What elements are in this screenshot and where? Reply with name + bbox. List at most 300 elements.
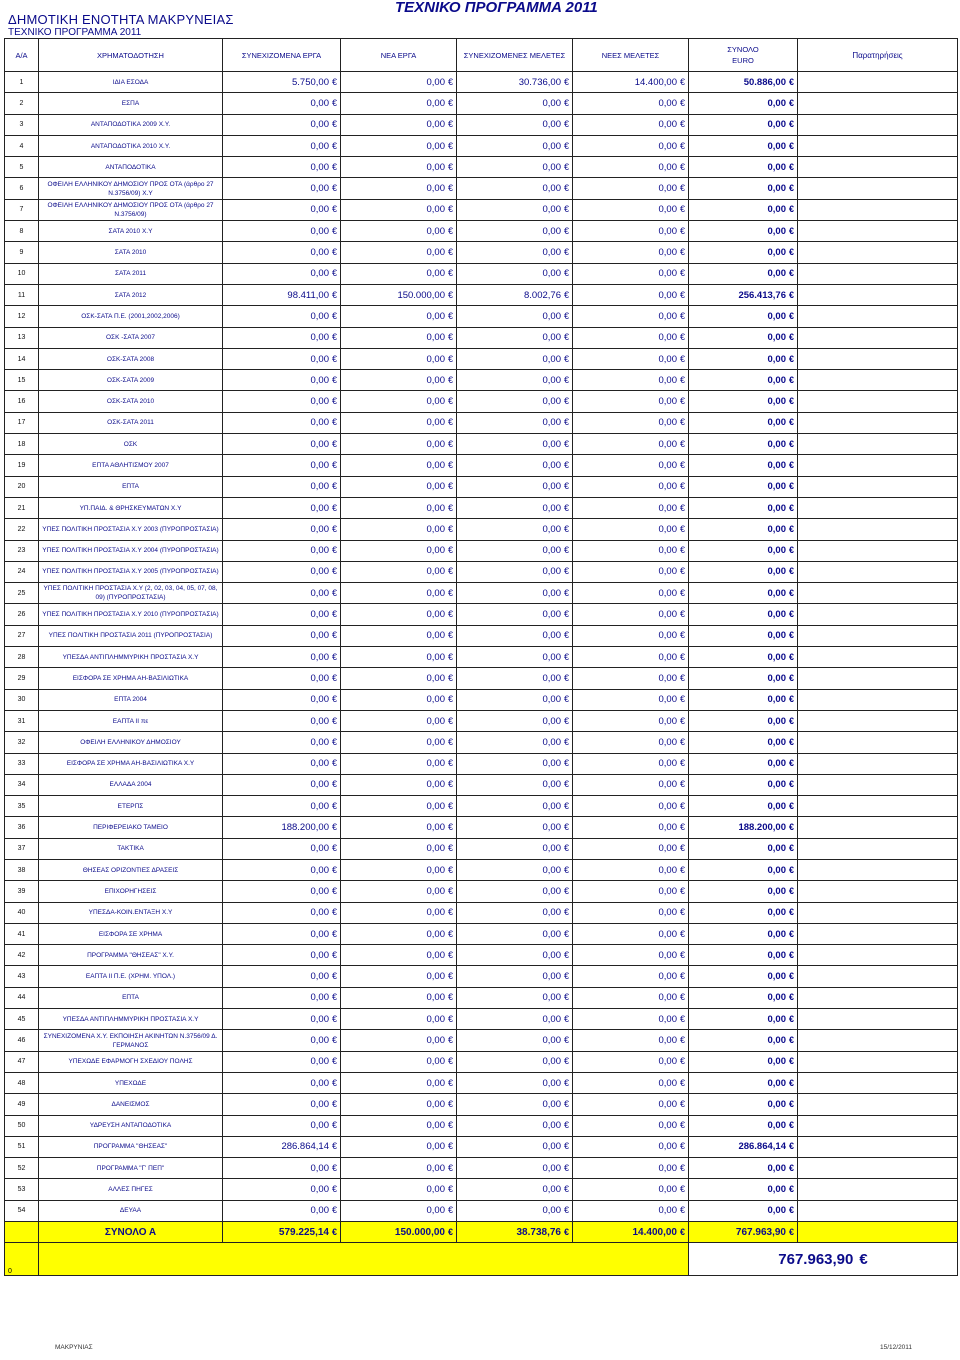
amount-value: 0,00 bbox=[767, 609, 786, 621]
row-number: 10 bbox=[5, 263, 39, 284]
row-total-cell bbox=[689, 114, 798, 135]
euro-symbol: € bbox=[679, 459, 685, 470]
euro-symbol: € bbox=[331, 907, 337, 918]
amount-value: 0,00 bbox=[658, 353, 677, 365]
euro-symbol: € bbox=[788, 907, 794, 918]
funding-source: ΥΠΕΣ ΠΟΛΙΤΙΚΗ ΠΡΟΣΤΑΣΙΑ Χ.Υ (2, 02, 03, 04, 05, 07, 08, 09) (ΠΥΡΟΠΡΟΣΤΑΣΙΑ) bbox=[39, 583, 223, 604]
amount-cell bbox=[223, 72, 341, 93]
table-row bbox=[5, 604, 958, 625]
amount-cell bbox=[341, 93, 457, 114]
amount-value: 0,00 bbox=[658, 822, 677, 834]
amount-cell bbox=[223, 604, 341, 625]
remarks-cell bbox=[798, 114, 958, 135]
amount-cell bbox=[341, 157, 457, 178]
row-number: 20 bbox=[5, 476, 39, 497]
remarks-cell bbox=[798, 455, 958, 476]
euro-symbol: € bbox=[331, 396, 337, 407]
funding-source: ΥΠΕΣ ΠΟΛΙΤΙΚΗ ΠΡΟΣΤΑΣΙΑ Χ.Υ 2010 (ΠΥΡΟΠΡΟΣΤΑΣΙΑ) bbox=[39, 604, 223, 625]
remarks-cell bbox=[798, 838, 958, 859]
amount-cell bbox=[223, 306, 341, 327]
row-total-cell bbox=[689, 221, 798, 242]
funding-source: ΟΦΕΙΛΗ ΕΛΛΗΝΙΚΟΥ ΔΗΜΟΣΙΟΥ bbox=[39, 732, 223, 753]
row-number: 36 bbox=[5, 817, 39, 838]
amount-cell bbox=[341, 561, 457, 582]
amount-value: 0,00 bbox=[542, 1141, 561, 1153]
euro-symbol: € bbox=[788, 822, 794, 833]
amount-value: 0,00 bbox=[310, 119, 329, 131]
euro-symbol: € bbox=[679, 225, 685, 236]
amount-cell bbox=[341, 284, 457, 305]
row-total-cell bbox=[689, 72, 798, 93]
euro-symbol: € bbox=[331, 736, 337, 747]
amount-cell bbox=[223, 774, 341, 795]
amount-value: 0,00 bbox=[542, 140, 561, 152]
euro-symbol: € bbox=[563, 225, 569, 236]
amount-cell bbox=[223, 1136, 341, 1157]
amount-cell bbox=[341, 1179, 457, 1200]
row-number: 11 bbox=[5, 284, 39, 305]
amount-value: 0,00 bbox=[767, 672, 786, 684]
row-total-cell bbox=[689, 157, 798, 178]
euro-symbol: € bbox=[447, 672, 453, 683]
amount-cell bbox=[223, 135, 341, 156]
table-row bbox=[5, 157, 958, 178]
amount-value: 0,00 bbox=[310, 1120, 329, 1132]
row-total-cell bbox=[689, 434, 798, 455]
amount-cell bbox=[573, 412, 689, 433]
amount-value: 0,00 bbox=[426, 928, 445, 940]
euro-symbol: € bbox=[788, 417, 794, 428]
euro-symbol: € bbox=[331, 758, 337, 769]
euro-symbol: € bbox=[447, 438, 453, 449]
remarks-cell bbox=[798, 668, 958, 689]
amount-cell bbox=[223, 455, 341, 476]
amount-value: 0,00 bbox=[426, 332, 445, 344]
funding-source: ΥΠΕΧΩΔΕ bbox=[39, 1072, 223, 1093]
amount-value: 0,00 bbox=[426, 758, 445, 770]
amount-cell bbox=[457, 284, 573, 305]
amount-cell bbox=[341, 838, 457, 859]
amount-cell bbox=[223, 647, 341, 668]
euro-symbol: € bbox=[679, 928, 685, 939]
amount-value: 0,00 bbox=[426, 651, 445, 663]
remarks-cell bbox=[798, 1072, 958, 1093]
amount-value: 0,00 bbox=[426, 161, 445, 173]
remarks-cell bbox=[798, 1179, 958, 1200]
amount-value: 0,00 bbox=[426, 1205, 445, 1217]
table-row bbox=[5, 178, 958, 199]
amount-cell bbox=[573, 221, 689, 242]
row-number: 13 bbox=[5, 327, 39, 348]
euro-symbol: € bbox=[331, 928, 337, 939]
funding-source: ΑΝΤΑΠΟΔΟΤΙΚΑ 2009 Χ.Υ. bbox=[39, 114, 223, 135]
euro-symbol: € bbox=[447, 1184, 453, 1195]
remarks-cell bbox=[798, 306, 958, 327]
euro-symbol: € bbox=[447, 1077, 453, 1088]
row-total-cell bbox=[689, 476, 798, 497]
euro-symbol: € bbox=[447, 885, 453, 896]
amount-value: 0,00 bbox=[542, 651, 561, 663]
euro-symbol: € bbox=[563, 630, 569, 641]
amount-cell bbox=[341, 689, 457, 710]
euro-symbol: € bbox=[788, 630, 794, 641]
row-total-cell bbox=[689, 93, 798, 114]
amount-cell bbox=[223, 412, 341, 433]
euro-symbol: € bbox=[563, 885, 569, 896]
euro-symbol: € bbox=[331, 204, 337, 215]
row-number: 40 bbox=[5, 902, 39, 923]
euro-symbol: € bbox=[679, 800, 685, 811]
euro-symbol: € bbox=[447, 715, 453, 726]
funding-source: ΤΑΚΤΙΚΑ bbox=[39, 838, 223, 859]
row-total-cell bbox=[689, 583, 798, 604]
euro-symbol: € bbox=[447, 822, 453, 833]
amount-value: 0,00 bbox=[767, 1056, 786, 1068]
euro-symbol: € bbox=[331, 885, 337, 896]
amount-cell bbox=[457, 497, 573, 518]
row-total-cell bbox=[689, 817, 798, 838]
table-row bbox=[5, 710, 958, 731]
amount-value: 0,00 bbox=[542, 1120, 561, 1132]
amount-cell bbox=[223, 881, 341, 902]
amount-value: 0,00 bbox=[658, 587, 677, 599]
euro-symbol: € bbox=[679, 1205, 685, 1216]
euro-symbol: € bbox=[331, 694, 337, 705]
amount-value: 0,00 bbox=[426, 140, 445, 152]
amount-value: 0,00 bbox=[542, 907, 561, 919]
amount-value: 0,00 bbox=[426, 864, 445, 876]
amount-cell bbox=[573, 583, 689, 604]
amount-cell bbox=[341, 902, 457, 923]
amount-cell bbox=[341, 327, 457, 348]
amount-value: 0,00 bbox=[310, 651, 329, 663]
amount-value: 188.200,00 bbox=[281, 822, 329, 834]
euro-symbol: € bbox=[788, 459, 794, 470]
row-total-cell bbox=[689, 859, 798, 880]
euro-symbol: € bbox=[331, 374, 337, 385]
amount-value: 0,00 bbox=[542, 736, 561, 748]
funding-source: ΙΔΙΑ ΕΣΟΔΑ bbox=[39, 72, 223, 93]
euro-symbol: € bbox=[679, 1013, 685, 1024]
amount-value: 0,00 bbox=[426, 523, 445, 535]
amount-cell bbox=[573, 1051, 689, 1072]
euro-symbol: € bbox=[331, 800, 337, 811]
amount-cell bbox=[457, 945, 573, 966]
row-number: 21 bbox=[5, 497, 39, 518]
amount-value: 0,00 bbox=[310, 800, 329, 812]
funding-source: ΕΠΤΑ bbox=[39, 987, 223, 1008]
euro-symbol: € bbox=[563, 1013, 569, 1024]
funding-source: ΥΠΕΣΔΑ ΑΝΤΙΠΛΗΜΜΥΡΙΚΗ ΠΡΟΣΤΑΣΙΑ Χ.Υ bbox=[39, 647, 223, 668]
funding-source: ΥΠ.ΠΑΙΔ. & ΘΡΗΣΚΕΥΜΑΤΩΝ Χ.Υ bbox=[39, 497, 223, 518]
amount-value: 0,00 bbox=[426, 353, 445, 365]
amount-value: 0,00 bbox=[310, 566, 329, 578]
amount-value: 0,00 bbox=[310, 353, 329, 365]
row-number: 43 bbox=[5, 966, 39, 987]
funding-source: ΟΣΚ-ΣΑΤΑ Π.Ε. (2001,2002,2006) bbox=[39, 306, 223, 327]
amount-cell bbox=[341, 1094, 457, 1115]
amount-value: 0,00 bbox=[767, 183, 786, 195]
amount-value: 0,00 bbox=[542, 609, 561, 621]
amount-value: 0,00 bbox=[658, 928, 677, 940]
funding-source: ΑΛΛΕΣ ΠΗΓΕΣ bbox=[39, 1179, 223, 1200]
amount-cell bbox=[573, 1115, 689, 1136]
amount-value: 0,00 bbox=[658, 949, 677, 961]
euro-symbol: € bbox=[679, 864, 685, 875]
amount-cell bbox=[223, 519, 341, 540]
amount-value: 0,00 bbox=[767, 907, 786, 919]
amount-value: 0,00 bbox=[310, 736, 329, 748]
euro-symbol: € bbox=[788, 204, 794, 215]
funding-source: ΣΥΝΕΧΙΖΟΜΕΝΑ Χ.Υ. ΕΚΠΟΙΗΣΗ ΑΚΙΝΗΤΩΝ Ν.3756/09 Δ. ΓΕΡΜΑΝΟΣ bbox=[39, 1030, 223, 1051]
row-total-cell bbox=[689, 370, 798, 391]
amount-cell bbox=[457, 135, 573, 156]
amount-value: 0,00 bbox=[426, 481, 445, 493]
row-number: 34 bbox=[5, 774, 39, 795]
euro-symbol: € bbox=[679, 119, 685, 130]
euro-symbol: € bbox=[563, 928, 569, 939]
amount-cell bbox=[341, 412, 457, 433]
amount-cell bbox=[341, 647, 457, 668]
row-total-cell bbox=[689, 412, 798, 433]
row-total-cell bbox=[689, 945, 798, 966]
euro-symbol: € bbox=[447, 119, 453, 130]
euro-symbol: € bbox=[563, 161, 569, 172]
amount-cell bbox=[573, 881, 689, 902]
row-number: 6 bbox=[5, 178, 39, 199]
euro-symbol: € bbox=[788, 119, 794, 130]
euro-symbol: € bbox=[679, 1226, 685, 1237]
euro-symbol: € bbox=[447, 949, 453, 960]
amount-value: 0,00 bbox=[658, 481, 677, 493]
row-number: 37 bbox=[5, 838, 39, 859]
amount-value: 0,00 bbox=[767, 758, 786, 770]
table-row bbox=[5, 242, 958, 263]
euro-symbol: € bbox=[563, 310, 569, 321]
table-row bbox=[5, 561, 958, 582]
amount-cell bbox=[223, 1009, 341, 1030]
amount-cell bbox=[341, 1200, 457, 1221]
euro-symbol: € bbox=[679, 1120, 685, 1131]
grand-total-value bbox=[689, 1243, 958, 1276]
row-number: 26 bbox=[5, 604, 39, 625]
euro-symbol: € bbox=[788, 1056, 794, 1067]
row-number: 53 bbox=[5, 1179, 39, 1200]
amount-value: 0,00 bbox=[767, 864, 786, 876]
amount-value: 0,00 bbox=[310, 310, 329, 322]
euro-symbol: € bbox=[788, 992, 794, 1003]
euro-symbol: € bbox=[447, 694, 453, 705]
amount-cell bbox=[573, 732, 689, 753]
amount-cell bbox=[457, 114, 573, 135]
euro-symbol: € bbox=[331, 310, 337, 321]
euro-symbol: € bbox=[563, 481, 569, 492]
euro-symbol: € bbox=[563, 183, 569, 194]
euro-symbol: € bbox=[447, 992, 453, 1003]
funding-source: ΣΑΤΑ 2010 Χ.Υ bbox=[39, 221, 223, 242]
row-total-cell bbox=[689, 519, 798, 540]
amount-value: 0,00 bbox=[767, 1120, 786, 1132]
euro-symbol: € bbox=[563, 779, 569, 790]
amount-cell bbox=[223, 987, 341, 1008]
funding-source: ΟΣΚ-ΣΑΤΑ 2009 bbox=[39, 370, 223, 391]
table-row bbox=[5, 327, 958, 348]
amount-cell bbox=[457, 1179, 573, 1200]
amount-cell bbox=[573, 157, 689, 178]
euro-symbol: € bbox=[563, 97, 569, 108]
remarks-cell bbox=[798, 412, 958, 433]
row-total-cell bbox=[689, 668, 798, 689]
funding-source: ΥΠΕΣ ΠΟΛΙΤΙΚΗ ΠΡΟΣΤΑΣΙΑ Χ.Υ 2005 (ΠΥΡΟΠΡΟΣΤΑΣΙΑ) bbox=[39, 561, 223, 582]
amount-value: 0,00 bbox=[658, 1120, 677, 1132]
table-row bbox=[5, 881, 958, 902]
amount-value: 0,00 bbox=[426, 1162, 445, 1174]
euro-symbol: € bbox=[447, 310, 453, 321]
row-number: 28 bbox=[5, 647, 39, 668]
organization-title: ΔΗΜΟΤΙΚΗ ΕΝΟΤΗΤΑ ΜΑΚΡΥΝΕΙΑΣ bbox=[8, 12, 234, 27]
amount-value: 0,00 bbox=[767, 1013, 786, 1025]
euro-symbol: € bbox=[447, 204, 453, 215]
amount-cell bbox=[341, 540, 457, 561]
euro-symbol: € bbox=[331, 992, 337, 1003]
euro-symbol: € bbox=[563, 247, 569, 258]
table-row bbox=[5, 923, 958, 944]
row-total-cell bbox=[689, 1200, 798, 1221]
remarks-cell bbox=[798, 434, 958, 455]
amount-cell bbox=[223, 945, 341, 966]
amount-value: 0,00 bbox=[767, 417, 786, 429]
summary-value bbox=[457, 1222, 573, 1243]
euro-symbol: € bbox=[563, 1141, 569, 1152]
euro-symbol: € bbox=[447, 353, 453, 364]
row-number: 18 bbox=[5, 434, 39, 455]
remarks-cell bbox=[798, 753, 958, 774]
funding-source: ΠΡΟΓΡΑΜΜΑ "Γ' ΠΕΠ" bbox=[39, 1158, 223, 1179]
euro-symbol: € bbox=[679, 949, 685, 960]
euro-symbol: € bbox=[331, 822, 337, 833]
funding-source: ΕΠΤΑ ΑΘΛΗΤΙΣΜΟΥ 2007 bbox=[39, 455, 223, 476]
euro-symbol: € bbox=[788, 1226, 794, 1237]
amount-value: 0,00 bbox=[542, 715, 561, 727]
summary-amount: 579.225,14 bbox=[278, 1226, 329, 1238]
amount-cell bbox=[223, 710, 341, 731]
euro-symbol: € bbox=[331, 715, 337, 726]
euro-symbol: € bbox=[679, 353, 685, 364]
amount-value: 0,00 bbox=[767, 992, 786, 1004]
amount-cell bbox=[573, 604, 689, 625]
row-total-cell bbox=[689, 625, 798, 646]
euro-symbol: € bbox=[447, 1098, 453, 1109]
amount-value: 0,00 bbox=[767, 971, 786, 983]
column-header-continuing-studies: ΣΥΝΕΧΙΖΟΜΕΝΕΣ ΜΕΛΕΤΕΣ bbox=[457, 39, 573, 72]
amount-cell bbox=[223, 732, 341, 753]
table-row bbox=[5, 1094, 958, 1115]
footer-municipality: ΜΑΚΡΥΝΙΑΣ bbox=[55, 1344, 93, 1351]
amount-cell bbox=[457, 753, 573, 774]
amount-cell bbox=[223, 668, 341, 689]
amount-value: 0,00 bbox=[542, 481, 561, 493]
euro-symbol: € bbox=[788, 779, 794, 790]
row-number: 1 bbox=[5, 72, 39, 93]
amount-value: 0,00 bbox=[310, 247, 329, 259]
row-total-cell bbox=[689, 689, 798, 710]
amount-value: 0,00 bbox=[542, 119, 561, 131]
funding-source: ΣΑΤΑ 2012 bbox=[39, 284, 223, 305]
funding-source: ΕΤΕΡΠΣ bbox=[39, 796, 223, 817]
remarks-cell bbox=[798, 242, 958, 263]
funding-source: ΕΛΛΑΔΑ 2004 bbox=[39, 774, 223, 795]
amount-cell bbox=[223, 966, 341, 987]
amount-value: 0,00 bbox=[658, 864, 677, 876]
euro-symbol: € bbox=[788, 971, 794, 982]
amount-value: 0,00 bbox=[658, 225, 677, 237]
table-row bbox=[5, 647, 958, 668]
euro-symbol: € bbox=[563, 949, 569, 960]
euro-symbol: € bbox=[447, 481, 453, 492]
amount-cell bbox=[223, 178, 341, 199]
amount-value: 0,00 bbox=[426, 800, 445, 812]
euro-symbol: € bbox=[563, 1162, 569, 1173]
amount-cell bbox=[573, 945, 689, 966]
amount-cell bbox=[457, 647, 573, 668]
amount-cell bbox=[573, 540, 689, 561]
euro-symbol: € bbox=[563, 374, 569, 385]
remarks-cell bbox=[798, 1136, 958, 1157]
amount-cell bbox=[573, 348, 689, 369]
euro-symbol: € bbox=[331, 1226, 337, 1237]
table-row bbox=[5, 476, 958, 497]
euro-symbol: € bbox=[331, 971, 337, 982]
row-total-cell bbox=[689, 178, 798, 199]
euro-symbol: € bbox=[788, 758, 794, 769]
euro-symbol: € bbox=[447, 161, 453, 172]
amount-value: 0,00 bbox=[767, 247, 786, 259]
amount-value: 0,00 bbox=[542, 1184, 561, 1196]
amount-value: 0,00 bbox=[658, 289, 677, 301]
amount-cell bbox=[223, 1200, 341, 1221]
amount-value: 0,00 bbox=[542, 183, 561, 195]
euro-symbol: € bbox=[331, 1013, 337, 1024]
amount-cell bbox=[573, 817, 689, 838]
euro-symbol: € bbox=[447, 1162, 453, 1173]
euro-symbol: € bbox=[788, 247, 794, 258]
amount-value: 0,00 bbox=[310, 907, 329, 919]
euro-symbol: € bbox=[788, 1035, 794, 1045]
row-number: 35 bbox=[5, 796, 39, 817]
table-row bbox=[5, 1136, 958, 1157]
euro-symbol: € bbox=[447, 800, 453, 811]
row-total-cell bbox=[689, 1094, 798, 1115]
amount-value: 150.000,00 bbox=[397, 289, 445, 301]
euro-symbol: € bbox=[447, 1013, 453, 1024]
euro-symbol: € bbox=[679, 609, 685, 620]
euro-symbol: € bbox=[788, 310, 794, 321]
amount-cell bbox=[457, 1051, 573, 1072]
amount-cell bbox=[341, 434, 457, 455]
amount-cell bbox=[573, 710, 689, 731]
euro-symbol: € bbox=[788, 161, 794, 172]
funding-source: ΟΣΚ bbox=[39, 434, 223, 455]
amount-value: 0,00 bbox=[426, 97, 445, 109]
summary-amount: 767.963,90 bbox=[735, 1226, 786, 1238]
amount-cell bbox=[223, 1030, 341, 1051]
amount-value: 0,00 bbox=[542, 268, 561, 280]
amount-cell bbox=[457, 540, 573, 561]
remarks-cell bbox=[798, 689, 958, 710]
euro-symbol: € bbox=[679, 97, 685, 108]
euro-symbol: € bbox=[331, 1056, 337, 1067]
amount-value: 0,00 bbox=[426, 971, 445, 983]
